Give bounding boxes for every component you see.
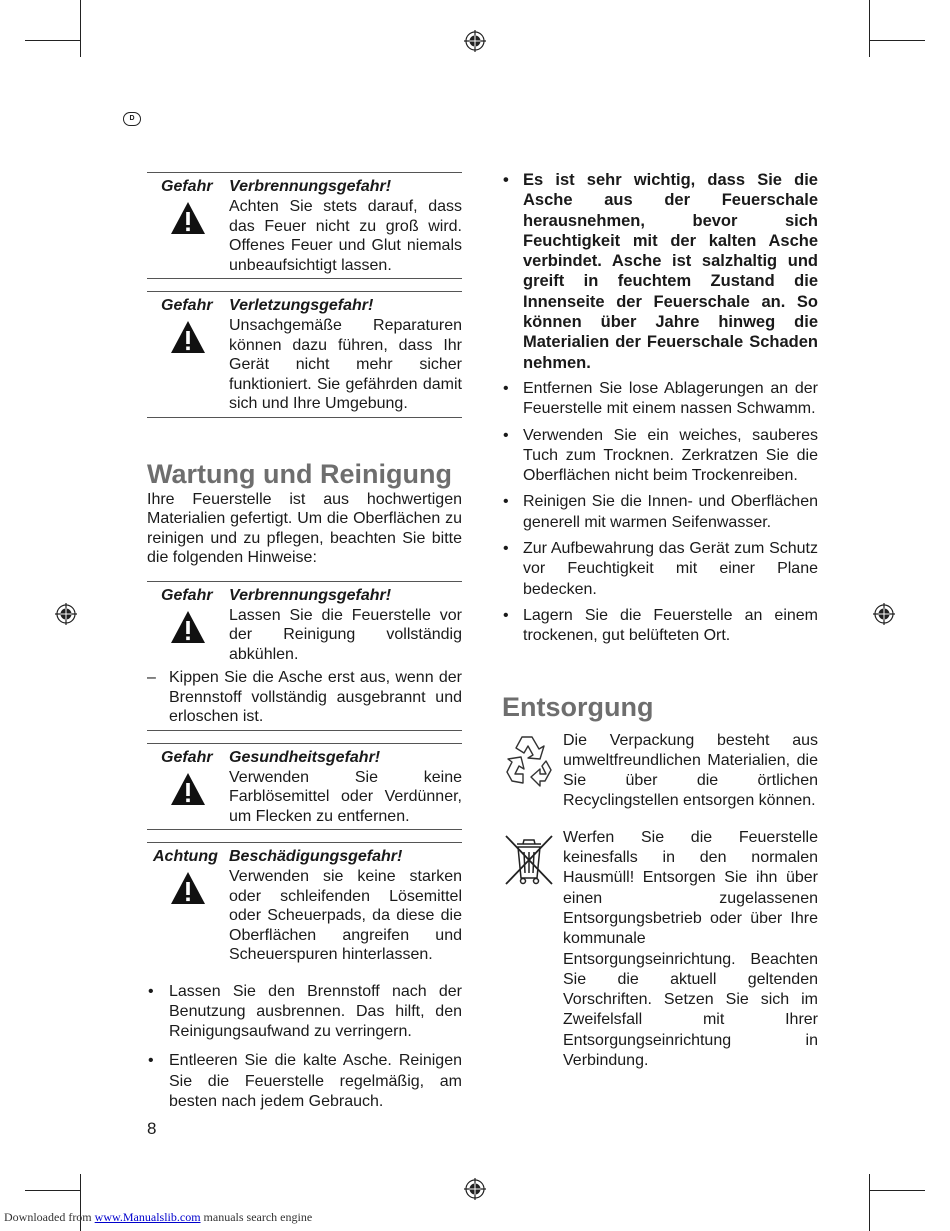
list-item: • Zur Aufbewahrung das Gerät zum Schutz vor Feuchtigkeit mit einer Plane bedecken. <box>503 540 818 598</box>
warning-text: Verwenden sie keine starken oder schleifenden Lösemittel oder Scheuerpads, da diese die Oberflächen angreifen und Scheuerspuren hinterlassen. <box>229 868 462 963</box>
list-item: • Reinigen Sie die Innen- und Oberflächen generell mit warmen Seifenwasser. <box>503 493 818 531</box>
list-item: • Entleeren Sie die kalte Asche. Reinigen Sie die Feuerstelle regelmäßig, am besten nach jedem Gebrauch. <box>148 1052 462 1110</box>
warning-triangle-icon <box>170 772 206 806</box>
warning-text: Verwenden Sie keine Farblösemittel oder Verdünner, um Flecken zu entfernen. <box>229 768 462 825</box>
warning-title: Verletzungsgefahr! <box>229 297 374 314</box>
warning-title: Verbrennungsgefahr! <box>229 586 392 604</box>
section-title: Entsorgung <box>502 691 654 722</box>
weee-note <box>502 828 818 1072</box>
warning-kind: Gefahr <box>161 178 213 195</box>
crop-mark <box>25 40 81 41</box>
warning-title: Verbrennungsgefahr! <box>229 178 392 195</box>
crop-mark <box>80 0 81 57</box>
warning-triangle-icon <box>170 201 206 235</box>
warning-title: Beschädigungsgefahr! <box>229 848 403 865</box>
list-item: • Es ist sehr wichtig, dass Sie die Asche aus der Feuerschale herausnehmen, bevor sich Feuchtigkeit mit der kalten Asche verbindet. Asche ist salzhaltig und greift in feuchtem Zustand die Innenseite der Feuerschale an. So können über Jahre hinweg die Materialien der Feuerschale Schaden nehmen. <box>503 171 818 372</box>
warning-triangle-icon <box>170 871 206 905</box>
registration-mark-icon <box>464 30 486 52</box>
registration-mark-icon <box>55 603 77 625</box>
warning-text: Lassen Sie die Feuerstelle vor der Reinigung vollständig abkühlen. <box>229 606 462 663</box>
warning-triangle-icon <box>170 610 206 644</box>
registration-mark-icon <box>464 1178 486 1200</box>
intro-paragraph: Ihre Feuerstelle ist aus hochwertigen Materialien gefertigt. Um die Oberflächen zu reinigen und zu pflegen, beachten Sie bitte die folgenden Hinweise: <box>147 490 462 566</box>
crop-mark <box>869 1190 925 1191</box>
footer-link[interactable]: www.Manualslib.com <box>94 1210 201 1224</box>
list-item: • Entfernen Sie lose Ablagerungen an der Feuerstelle mit einem nassen Schwamm. <box>503 379 818 418</box>
warning-kind: Gefahr <box>161 586 213 604</box>
crossed-bin-icon <box>502 830 556 886</box>
right-column <box>502 170 818 1071</box>
section-title: Wartung und Reinigung <box>147 458 452 489</box>
crop-mark <box>869 0 870 57</box>
list-item: • Lagern Sie die Feuerstelle an einem trockenen, gut belüfteten Ort. <box>503 606 818 645</box>
recycling-icon <box>502 731 556 787</box>
crop-mark <box>869 1174 870 1231</box>
warning-box <box>147 291 462 418</box>
weee-text: Werfen Sie die Feuerstelle keinesfalls in den normalen Hausmüll! Entsorgen Sie ihn über einen zugelassenen Entsorgungsbetrieb oder über Ihre kommunale Entsorgungseinrichtung. Beachten Sie die aktuell geltenden Vorschriften. Setzen Sie sich im Zweifelsfall mit Ihrer Entsorgungseinrichtung in Verbindung. <box>563 828 818 1069</box>
registration-mark-icon <box>873 603 895 625</box>
warning-text: Achten Sie stets darauf, dass das Feuer nicht zu groß wird. Offenes Feuer und Glut niemals unbeaufsichtigt lassen. <box>229 198 462 274</box>
warning-box <box>147 581 462 731</box>
warning-text: Unsachgemäße Reparaturen können dazu führen, dass Ihr Gerät nicht mehr sicher funktioniert. Sie gefährden damit sich und Ihre Umgebung. <box>229 317 462 412</box>
warning-box <box>147 743 462 831</box>
warning-box <box>147 172 462 279</box>
left-column <box>147 172 462 1118</box>
crop-mark <box>869 40 925 41</box>
warning-triangle-icon <box>170 320 206 354</box>
list-item: • Verwenden Sie ein weiches, sauberes Tuch zum Trocknen. Zerkratzen Sie die Oberflächen nicht beim Trockenreiben. <box>503 426 818 485</box>
warning-box <box>147 842 462 968</box>
recycling-text: Die Verpackung besteht aus umweltfreundlichen Materialien, die Sie über die örtlichen Recyclingstellen entsorgen können. <box>563 731 818 810</box>
warning-kind: Gefahr <box>161 297 213 314</box>
warning-kind: Gefahr <box>161 748 213 766</box>
list-item: • Lassen Sie den Brennstoff nach der Benutzung ausbrennen. Das hilft, den Reinigungsaufwand zu verringern. <box>148 982 462 1041</box>
page-number: 8 <box>147 1119 157 1138</box>
dash-item: – Kippen Sie die Asche erst aus, wenn der Brennstoff vollständig ausgebrannt und erloschen ist. <box>147 669 462 725</box>
warning-kind: Achtung <box>153 848 218 865</box>
warning-title: Gesundheitsgefahr! <box>229 748 381 766</box>
recycling-note <box>502 731 818 812</box>
footer: Downloaded from www.Manualslib.com manuals search engine <box>4 1210 313 1224</box>
crop-mark <box>25 1190 81 1191</box>
language-badge: D <box>123 112 141 126</box>
